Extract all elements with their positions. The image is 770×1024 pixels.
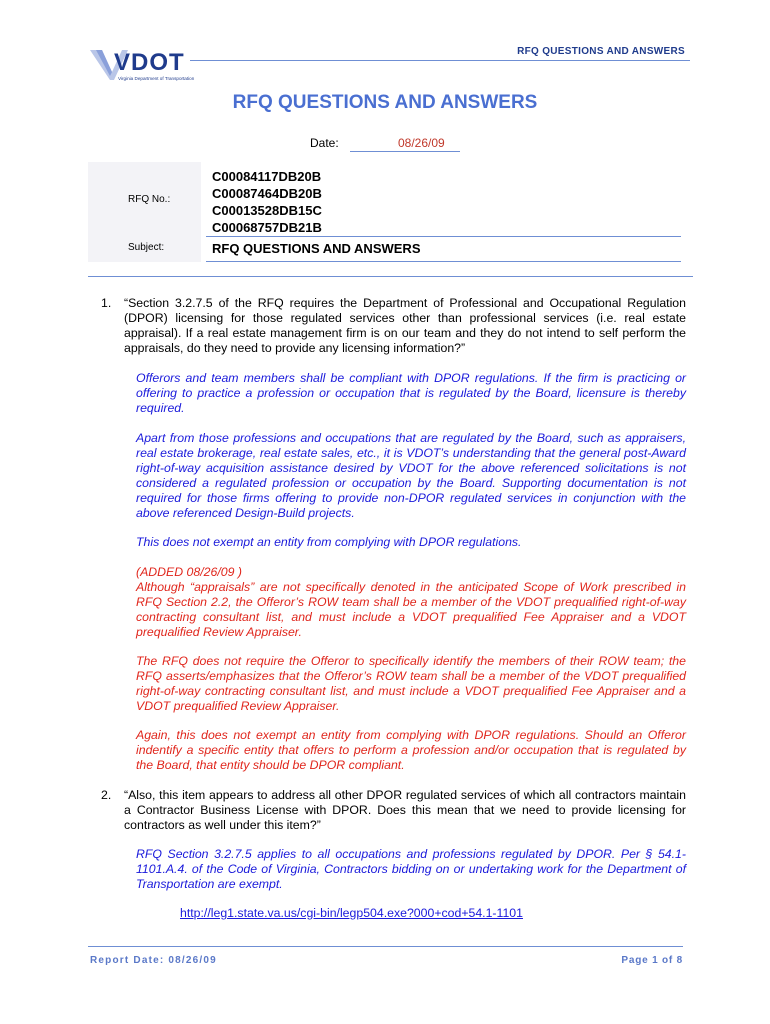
- rfq-number: C00068757DB21B: [212, 220, 322, 235]
- vdot-logo: [88, 44, 208, 86]
- header-rule: [190, 60, 690, 61]
- rfq-number: C00013528DB15C: [212, 203, 322, 218]
- report-date: Report Date: 08/26/09: [90, 955, 217, 966]
- item-number: 2.: [101, 788, 112, 802]
- rfq-rule: [206, 236, 681, 237]
- answer-1-para-1: Offerors and team members shall be compliant with DPOR regulations. If the firm is practicing or offering to practice a profession or occupation that is regulated by the Board, licensure is thereby required.: [136, 371, 686, 415]
- answer-2-para-1: RFQ Section 3.2.7.5 applies to all occupations and professions regulated by DPOR. Per § 54.1-1101.A.4. of the Code of Virginia, Contractors bidding on or undertaking work for the Department of Transportation are exempt.: [136, 847, 686, 891]
- vdot-logo-mark: [88, 44, 208, 86]
- added-tag: (ADDED 08/26/09 ): [136, 565, 242, 579]
- rfq-label: RFQ No.:: [128, 194, 171, 205]
- section-rule: [88, 276, 693, 277]
- rfq-number: C00087464DB20B: [212, 186, 322, 201]
- item-number: 1.: [101, 296, 112, 310]
- page-title: RFQ QUESTIONS AND ANSWERS: [232, 92, 538, 113]
- subject-rule: [206, 261, 681, 262]
- page-number: Page 1 of 8: [621, 955, 683, 966]
- date-value: 08/26/09: [398, 136, 445, 150]
- logo-subtitle: Virginia Department of Transportation: [118, 76, 195, 81]
- rfq-number: C00084117DB20B: [212, 169, 322, 184]
- answer-1-para-2: Apart from those professions and occupations that are regulated by the Board, such as appraisers, real estate brokerage, real estate sales, etc., it is VDOT’s understanding that the general post-Award right-of-way acquisition assistance desired by VDOT for the above referenced solicitations is not considered a regulated profession or occupation by the Board. Supporting documentation is not required for those firms offering to provide non-DPOR regulated services in conjunction with the above referenced Design-Build projects.: [136, 431, 686, 520]
- subject-label: Subject:: [128, 242, 165, 253]
- code-of-virginia-link[interactable]: http://leg1.state.va.us/cgi-bin/legp504.exe?000+cod+54.1-1101: [180, 906, 523, 920]
- date-label: Date:: [310, 136, 339, 150]
- added-para-2: The RFQ does not require the Offeror to specifically identify the members of their ROW team; the RFQ asserts/emphasizes that the Offeror’s ROW team shall be a member of the VDOT prequalified right-of-way contracting consultant list, and must include a VDOT prequalified Fee Appraiser and a VDOT prequalified Review Appraiser.: [136, 654, 686, 713]
- answer-1-para-3: This does not exempt an entity from complying with DPOR regulations.: [136, 535, 522, 549]
- footer-rule: [88, 946, 683, 947]
- question-1: “Section 3.2.7.5 of the RFQ requires the Department of Professional and Occupational Regulation (DPOR) licensing for those regulated services other than professional services (i.e. real estate appraisal). If a real estate management firm is on our team and they do not intend to self perform the appraisals, do they need to provide any licensing information?”: [124, 296, 686, 355]
- rfq-number-list: [212, 168, 322, 236]
- date-rule: [350, 151, 460, 152]
- question-2: “Also, this item appears to address all other DPOR regulated services of which all contractors maintain a Contractor Business License with DPOR. Does this mean that we need to provide licensing for contractors as well under this item?”: [124, 788, 686, 832]
- subject-value: RFQ QUESTIONS AND ANSWERS: [212, 241, 421, 256]
- added-para-1: Although “appraisals” are not specifically denoted in the anticipated Scope of Work prescribed in RFQ Section 2.2, the Offeror’s ROW team shall be a member of the VDOT prequalified right-of-way contracting consultant list, and must include a VDOT prequalified Fee Appraiser and a VDOT prequalified Review Appraiser.: [136, 580, 686, 639]
- running-title: RFQ QUESTIONS AND ANSWERS: [517, 46, 685, 57]
- logo-text: VDOT: [114, 49, 185, 76]
- added-para-3: Again, this does not exempt an entity from complying with DPOR regulations. Should an Offeror indentify a specific entity that offers to perform a profession and/or occupation that is regulated by the Board, that entity should be DPOR compliant.: [136, 728, 686, 772]
